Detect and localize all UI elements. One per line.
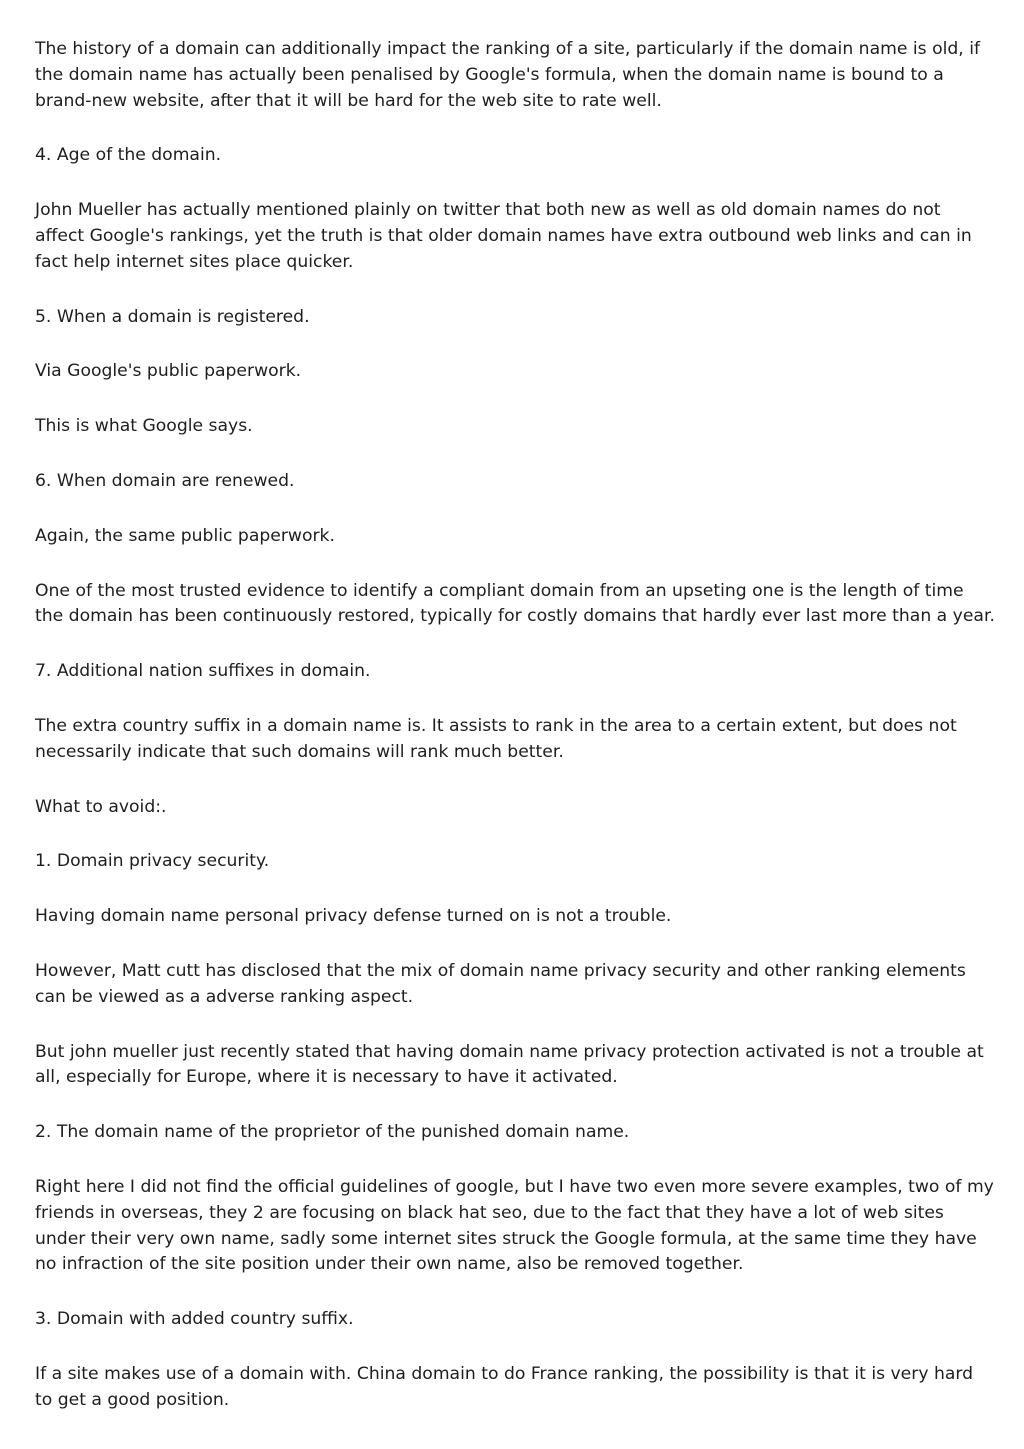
section-heading: What to avoid:.: [35, 796, 167, 817]
paragraph: The history of a domain can additionally impact the ranking of a site, particularly if the domain name is old, if the domain name has actually been penalised by Google's formula, when the domain name is bound to a brand-new website, after that it will be hard for the web site to rate well.: [35, 39, 981, 111]
paragraph: But john mueller just recently stated that having domain name privacy protection activated is not a trouble at all, especially for Europe, where it is necessary to have it activated.: [35, 1041, 984, 1088]
paragraph: John Mueller has actually mentioned plainly on twitter that both new as well as old domain names do not affect Google's rankings, yet the truth is that older domain names have extra outbound web links and can in fact help internet sites place quicker.: [35, 200, 972, 272]
section-heading: 7. Additional nation suffixes in domain.: [35, 661, 371, 682]
paragraph: Via Google's public paperwork.: [35, 361, 302, 382]
paragraph: However, Matt cutt has disclosed that the mix of domain name privacy security and other ranking elements can be viewed as a adverse ranking aspect.: [35, 960, 966, 1007]
paragraph: The extra country suffix in a domain name is. It assists to rank in the area to a certain extent, but does not necessarily indicate that such domains will rank much better.: [35, 715, 957, 762]
paragraph: Right here I did not find the official guidelines of google, but I have two even more severe examples, two of my friends in overseas, they 2 are focusing on black hat seo, due to the fact that they have a lot of web sites under their very own name, sadly some internet sites struck the Google formula, at the same time they have no infraction of the site position under their own name, also be removed together.: [35, 1176, 994, 1275]
section-heading: 5. When a domain is registered.: [35, 306, 310, 327]
paragraph: One of the most trusted evidence to identify a compliant domain from an upseting one is the length of time the domain has been continuously restored, typically for costly domains that hardly ever last more than a year.: [35, 580, 995, 627]
section-heading: 2. The domain name of the proprietor of the punished domain name.: [35, 1122, 630, 1143]
section-heading: 6. When domain are renewed.: [35, 470, 295, 491]
section-heading: 4. Age of the domain.: [35, 145, 222, 166]
document-body: [35, 37, 995, 1443]
section-heading: 1. Domain privacy security.: [35, 851, 270, 872]
section-heading: 3. Domain with added country suffix.: [35, 1309, 354, 1330]
paragraph: If a site makes use of a domain with. China domain to do France ranking, the possibility is that it is very hard to get a good position.: [35, 1363, 974, 1410]
paragraph: This is what Google says.: [35, 416, 253, 437]
paragraph: Again, the same public paperwork.: [35, 525, 335, 546]
paragraph: Having domain name personal privacy defense turned on is not a trouble.: [35, 906, 672, 927]
